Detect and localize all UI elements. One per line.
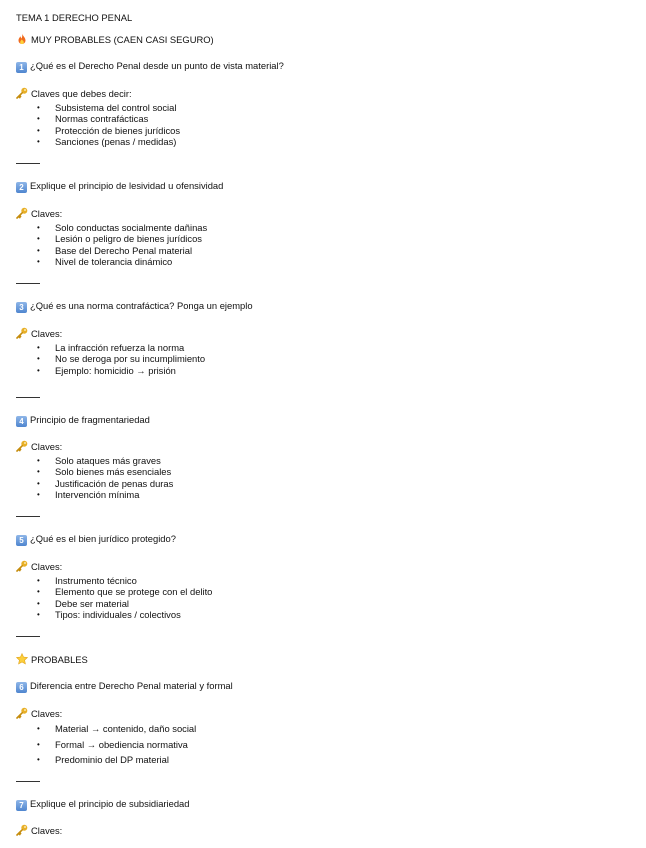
keys-label-text: Claves: bbox=[31, 825, 63, 836]
keycap-7-icon: 7 bbox=[16, 800, 27, 811]
keys-label-text: Claves: bbox=[31, 441, 63, 452]
question-6 bbox=[16, 680, 233, 693]
key-points-list bbox=[37, 575, 212, 620]
key-point: • Intervención mínima bbox=[37, 489, 173, 500]
key-icon bbox=[16, 824, 28, 836]
key-point: • Base del Derecho Penal material bbox=[37, 245, 207, 256]
question-text: Principio de fragmentariedad bbox=[30, 414, 150, 425]
keycap-1-icon: 1 bbox=[16, 62, 27, 73]
key-point: • Ejemplo: homicidio → prisión bbox=[37, 365, 205, 376]
key-point: • Predominio del DP material bbox=[37, 752, 196, 768]
key-point: • Justificación de penas duras bbox=[37, 478, 173, 489]
key-points-list bbox=[37, 222, 207, 267]
question-3 bbox=[16, 300, 253, 313]
keycap-5-icon: 5 bbox=[16, 535, 27, 546]
question-4 bbox=[16, 414, 150, 427]
separator bbox=[16, 781, 40, 782]
key-point: • Nivel de tolerancia dinámico bbox=[37, 256, 207, 267]
key-point: • La infracción refuerza la norma bbox=[37, 342, 205, 353]
separator bbox=[16, 283, 40, 284]
fire-icon bbox=[16, 33, 28, 45]
question-text: Explique el principio de subsidiariedad bbox=[30, 798, 190, 809]
key-point: • Subsistema del control social bbox=[37, 102, 180, 113]
key-point: • Normas contrafácticas bbox=[37, 113, 180, 124]
question-1 bbox=[16, 60, 284, 73]
keycap-4-icon: 4 bbox=[16, 416, 27, 427]
section-heading-high-text: MUY PROBABLES (CAEN CASI SEGURO) bbox=[31, 34, 214, 45]
separator bbox=[16, 163, 40, 164]
key-points-list bbox=[37, 455, 173, 500]
key-icon bbox=[16, 440, 28, 452]
key-point: • Material → contenido, daño social bbox=[37, 721, 196, 737]
question-2 bbox=[16, 180, 223, 193]
keys-label bbox=[16, 560, 62, 573]
key-icon bbox=[16, 560, 28, 572]
separator bbox=[16, 636, 40, 637]
section-heading-mid-text: PROBABLES bbox=[31, 654, 88, 665]
key-point: • Solo bienes más esenciales bbox=[37, 466, 173, 477]
key-icon bbox=[16, 707, 28, 719]
key-point: • Instrumento técnico bbox=[37, 575, 212, 586]
keys-label-text: Claves: bbox=[31, 328, 63, 339]
keys-label bbox=[16, 707, 62, 720]
key-icon bbox=[16, 327, 28, 339]
key-points-list bbox=[37, 342, 205, 376]
key-point: • Debe ser material bbox=[37, 598, 212, 609]
keys-label-text: Claves: bbox=[31, 561, 63, 572]
key-icon bbox=[16, 207, 28, 219]
key-icon bbox=[16, 87, 28, 99]
keycap-3-icon: 3 bbox=[16, 302, 27, 313]
question-5 bbox=[16, 533, 176, 546]
question-text: ¿Qué es una norma contrafáctica? Ponga un ejemplo bbox=[30, 300, 253, 311]
keys-label bbox=[16, 824, 62, 837]
section-heading-high bbox=[16, 33, 214, 46]
key-point: • Tipos: individuales / colectivos bbox=[37, 609, 212, 620]
keycap-2-icon: 2 bbox=[16, 182, 27, 193]
keys-label bbox=[16, 440, 62, 453]
key-point: • Solo ataques más graves bbox=[37, 455, 173, 466]
key-points-list bbox=[37, 102, 180, 147]
keys-label-text: Claves: bbox=[31, 208, 63, 219]
section-heading-mid bbox=[16, 653, 88, 666]
keys-label-text: Claves: bbox=[31, 708, 63, 719]
separator bbox=[16, 516, 40, 517]
keycap-6-icon: 6 bbox=[16, 682, 27, 693]
question-text: ¿Qué es el bien jurídico protegido? bbox=[30, 533, 176, 544]
key-point: • No se deroga por su incumplimiento bbox=[37, 353, 205, 364]
star-icon bbox=[16, 653, 28, 665]
keys-label-text: Claves que debes decir: bbox=[31, 88, 132, 99]
question-text: Diferencia entre Derecho Penal material y formal bbox=[30, 680, 233, 691]
key-point: • Elemento que se protege con el delito bbox=[37, 586, 212, 597]
question-text: Explique el principio de lesividad u ofensividad bbox=[30, 180, 224, 191]
key-point: • Protección de bienes jurídicos bbox=[37, 125, 180, 136]
document-title: TEMA 1 DERECHO PENAL bbox=[16, 12, 133, 23]
question-7 bbox=[16, 798, 189, 811]
key-points-list bbox=[37, 721, 196, 768]
keys-label bbox=[16, 87, 132, 100]
key-point: • Solo conductas socialmente dañinas bbox=[37, 222, 207, 233]
keys-label bbox=[16, 327, 62, 340]
separator bbox=[16, 397, 40, 398]
keys-label bbox=[16, 207, 62, 220]
key-point: • Formal → obediencia normativa bbox=[37, 737, 196, 753]
question-text: ¿Qué es el Derecho Penal desde un punto de vista material? bbox=[30, 60, 284, 71]
key-point: • Sanciones (penas / medidas) bbox=[37, 136, 180, 147]
key-point: • Lesión o peligro de bienes jurídicos bbox=[37, 233, 207, 244]
